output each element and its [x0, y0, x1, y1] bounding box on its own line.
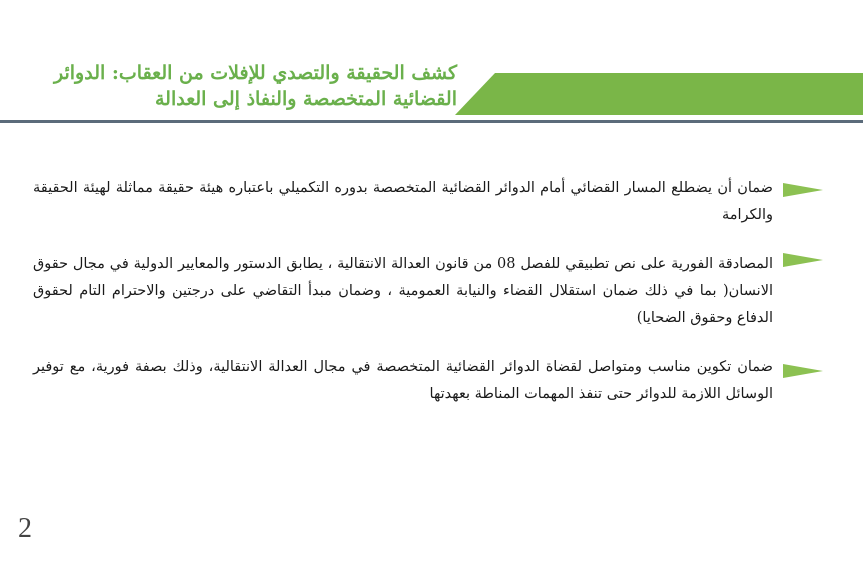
slide-title-line-2: القضائية المتخصصة والنفاذ إلى العدالة [154, 88, 457, 110]
header-divider [0, 120, 863, 123]
bullet-item [33, 175, 823, 229]
bullet-list [33, 175, 823, 430]
slide-title [17, 60, 457, 112]
page-number: 2 [18, 513, 32, 544]
bullet-text: ضمان أن يضطلع المسار القضائي أمام الدوائر القضائية المتخصصة بدوره التكميلي باعتباره هيئة حقيقة مماثلة لهيئة الحقيقة والكرامة [33, 180, 773, 223]
bullet-item [33, 251, 823, 332]
bullet-text: المصادقة الفورية على نص تطبيقي للفصل 08 من قانون العدالة الانتقالية ، يطابق الدستور والمعايير الدولية في مجال حقوق الانسان( بما في ذلك ضمان استقلال القضاء والنيابة العمومية ، وضمان مبدأ التقاضي على درجتين والاحترام التام لحقوق الدفاع وحقوق الضحايا) [33, 256, 773, 326]
bullet-item [33, 354, 823, 408]
slide-title-line-1: كشف الحقيقة والتصدي للإفلات من العقاب: الدوائر [54, 62, 457, 84]
green-arrow-icon [783, 364, 823, 378]
bullet-text: ضمان تكوين مناسب ومتواصل لقضاة الدوائر القضائية المتخصصة في مجال العدالة الانتقالية، وذلك بصفة فورية، مع توفير الوسائل اللازمة للدوائر حتى تنفذ المهمات المناطة بعهدتها [33, 359, 773, 402]
green-arrow-icon [783, 183, 823, 197]
header-accent-band [455, 73, 863, 115]
green-arrow-icon [783, 253, 823, 267]
